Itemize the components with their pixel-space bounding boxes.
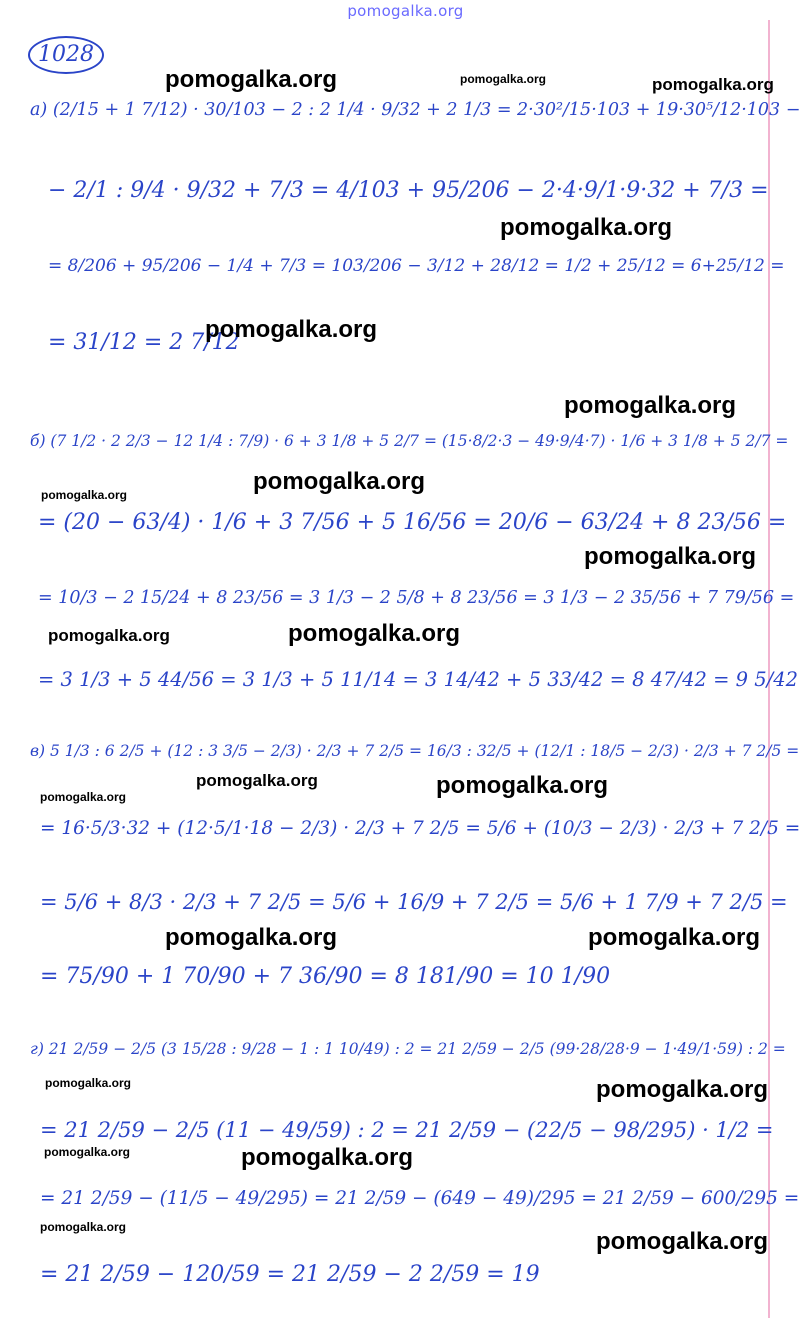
watermark: pomogalka.org	[588, 924, 761, 951]
watermark: pomogalka.org	[500, 214, 673, 241]
watermark: pomogalka.org	[41, 488, 128, 502]
watermark: pomogalka.org	[652, 75, 774, 94]
watermark: pomogalka.org	[205, 316, 378, 343]
solution-c-line-1: в) 5 1/3 : 6 2/5 + (12 : 3 3/5 − 2/3) · 2/3 + 7 2/5 = 16/3 : 32/5 + (12/1 : 18/5 − 2/3) · 2/3 + 7 2/5 =	[30, 742, 800, 760]
watermark: pomogalka.org	[241, 1144, 414, 1171]
watermark: pomogalka.org	[596, 1228, 769, 1255]
solution-c-line-2: = 16·5/3·32 + (12·5/1·18 − 2/3) · 2/3 + 7 2/5 = 5/6 + (10/3 − 2/3) · 2/3 + 7 2/5 =	[40, 818, 801, 839]
solution-c-line-4: = 75/90 + 1 70/90 + 7 36/90 = 8 181/90 = 10 1/90	[40, 964, 611, 989]
watermark: pomogalka.org	[196, 771, 318, 790]
solution-b-line-4: = 3 1/3 + 5 44/56 = 3 1/3 + 5 11/14 = 3 14/42 + 5 33/42 = 8 47/42 = 9 5/42	[38, 668, 799, 691]
solution-a-line-4: = 31/12 = 2 7/12	[48, 330, 240, 355]
watermark: pomogalka.org	[40, 1220, 127, 1234]
watermark: pomogalka.org	[165, 66, 338, 93]
solution-a-line-2: − 2/1 : 9/4 · 9/32 + 7/3 = 4/103 + 95/206 − 2·4·9/1·9·32 + 7/3 =	[48, 178, 769, 203]
solution-d-line-4: = 21 2/59 − 120/59 = 21 2/59 − 2 2/59 = 19	[40, 1262, 540, 1287]
watermark: pomogalka.org	[165, 924, 338, 951]
solution-d-line-1: г) 21 2/59 − 2/5 (3 15/28 : 9/28 − 1 : 1 10/49) : 2 = 21 2/59 − 2/5 (99·28/28·9 − 1·49/1·59) : 2 =	[30, 1040, 786, 1058]
watermark: pomogalka.org	[44, 1145, 131, 1159]
watermark: pomogalka.org	[253, 468, 426, 495]
solution-b-line-2: = (20 − 63/4) · 1/6 + 3 7/56 + 5 16/56 = 20/6 − 63/24 + 8 23/56 =	[38, 510, 787, 535]
watermark: pomogalka.org	[564, 392, 737, 419]
problem-number: 1028	[28, 36, 104, 74]
watermark: pomogalka.org	[584, 543, 757, 570]
watermark: pomogalka.org	[45, 1076, 132, 1090]
site-header[interactable]: pomogalka.org	[347, 2, 464, 20]
watermark: pomogalka.org	[40, 790, 127, 804]
solution-c-line-3: = 5/6 + 8/3 · 2/3 + 7 2/5 = 5/6 + 16/9 + 7 2/5 = 5/6 + 1 7/9 + 7 2/5 =	[40, 890, 788, 914]
solution-d-line-2: = 21 2/59 − 2/5 (11 − 49/59) : 2 = 21 2/59 − (22/5 − 98/295) · 1/2 =	[40, 1118, 774, 1142]
watermark: pomogalka.org	[460, 72, 547, 86]
solution-a-line-1: а) (2/15 + 1 7/12) · 30/103 − 2 : 2 1/4 · 9/32 + 2 1/3 = 2·30²/15·103 + 19·30⁵/12·103 −	[30, 100, 801, 120]
watermark: pomogalka.org	[596, 1076, 769, 1103]
watermark: pomogalka.org	[288, 620, 461, 647]
solution-a-line-3: = 8/206 + 95/206 − 1/4 + 7/3 = 103/206 − 3/12 + 28/12 = 1/2 + 25/12 = 6+25/12 =	[48, 256, 785, 276]
solution-d-line-3: = 21 2/59 − (11/5 − 49/295) = 21 2/59 − (649 − 49)/295 = 21 2/59 − 600/295 =	[40, 1188, 800, 1209]
solution-b-line-3: = 10/3 − 2 15/24 + 8 23/56 = 3 1/3 − 2 5/8 + 8 23/56 = 3 1/3 − 2 35/56 + 7 79/56 =	[38, 588, 795, 608]
watermark: pomogalka.org	[436, 772, 609, 799]
watermark: pomogalka.org	[48, 626, 170, 645]
solution-b-line-1: б) (7 1/2 · 2 2/3 − 12 1/4 : 7/9) · 6 + 3 1/8 + 5 2/7 = (15·8/2·3 − 49·9/4·7) · 1/6 + 3 1/8 + 5 2/7 =	[30, 432, 789, 450]
